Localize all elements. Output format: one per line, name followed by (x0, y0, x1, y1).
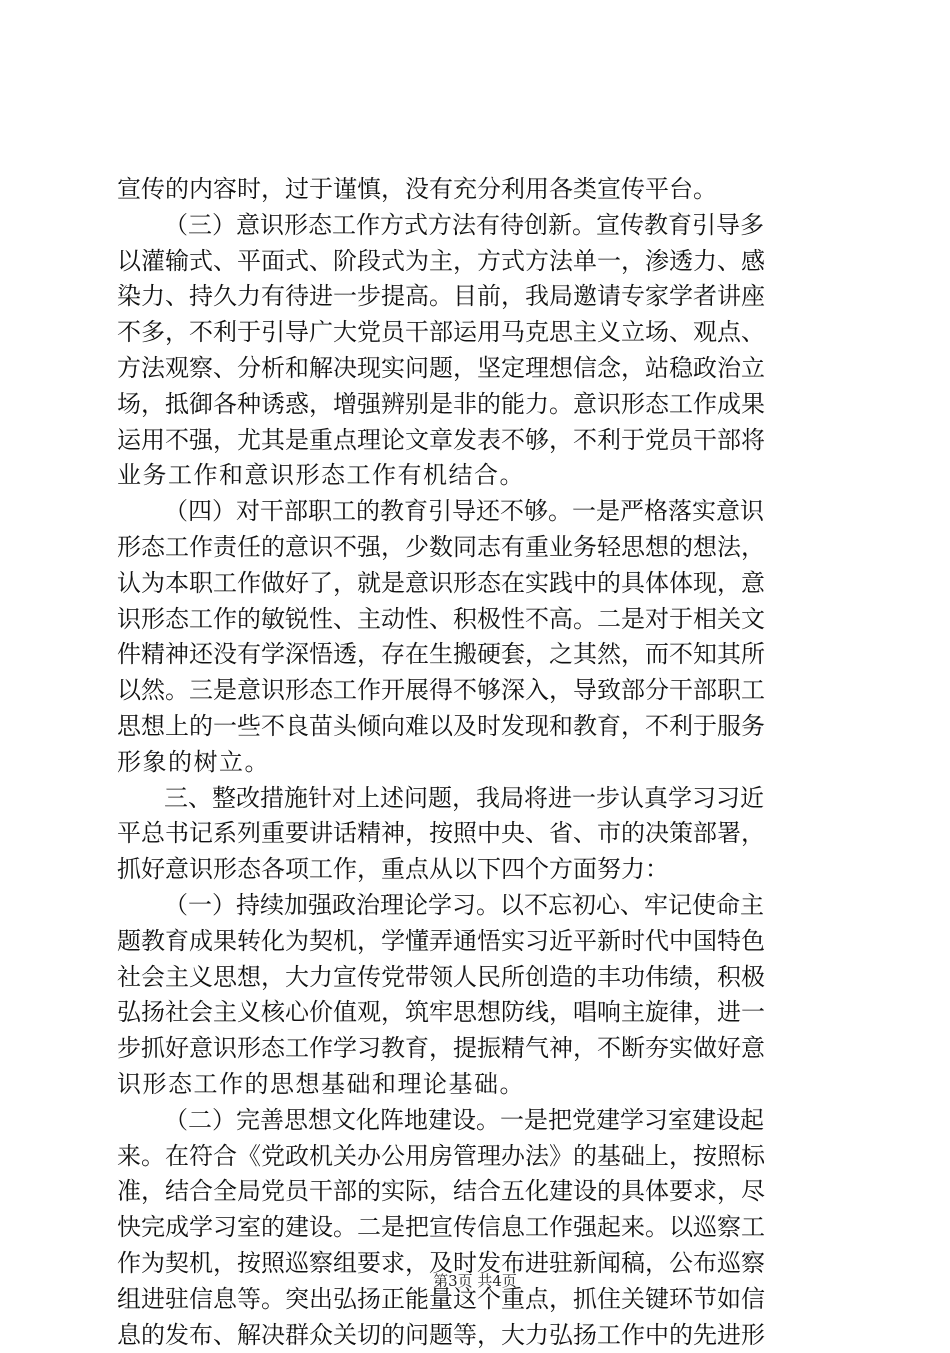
text-line: 识形态工作的敏锐性、主动性、积极性不高。二是对于相关文 (117, 602, 835, 638)
text-line: （二）完善思想文化阵地建设。一是把党建学习室建设起 (117, 1103, 835, 1139)
text-line: 运用不强，尤其是重点理论文章发表不够，不利于党员干部将 (117, 423, 835, 459)
text-line: 平总书记系列重要讲话精神，按照中央、省、市的决策部署， (117, 816, 835, 852)
text-line: （一）持续加强政治理论学习。以不忘初心、牢记使命主 (117, 888, 835, 924)
text-line: 步抓好意识形态工作学习教育，提振精气神，不断夯实做好意 (117, 1031, 835, 1067)
text-line: 不多，不利于引导广大党员干部运用马克思主义立场、观点、 (117, 315, 835, 351)
text-line: 题教育成果转化为契机，学懂弄通悟实习近平新时代中国特色 (117, 924, 835, 960)
text-line: 识形态工作的思想基础和理论基础。 (117, 1067, 835, 1103)
text-line: 宣传的内容时，过于谨慎，没有充分利用各类宣传平台。 (117, 172, 835, 208)
text-line: 息的发布、解决群众关切的问题等，大力弘扬工作中的先进形 (117, 1318, 835, 1353)
text-line: 抓好意识形态各项工作，重点从以下四个方面努力： (117, 852, 835, 888)
text-line: 染力、持久力有待进一步提高。目前，我局邀请专家学者讲座 (117, 279, 835, 315)
text-line: 组进驻信息等。突出弘扬正能量这个重点，抓住关键环节如信 (117, 1282, 835, 1318)
text-line: （三）意识形态工作方式方法有待创新。宣传教育引导多 (117, 208, 835, 244)
document-body (117, 172, 835, 1353)
text-line: 形象的树立。 (117, 745, 835, 781)
text-line: 来。在符合《党政机关办公用房管理办法》的基础上，按照标 (117, 1139, 835, 1175)
text-line: 以灌输式、平面式、阶段式为主，方式方法单一，渗透力、感 (117, 244, 835, 280)
text-line: （四）对干部职工的教育引导还不够。一是严格落实意识 (117, 494, 835, 530)
text-line: 准，结合全局党员干部的实际，结合五化建设的具体要求，尽 (117, 1174, 835, 1210)
text-line: 形态工作责任的意识不强，少数同志有重业务轻思想的想法， (117, 530, 835, 566)
text-line: 三、整改措施针对上述问题，我局将进一步认真学习习近 (117, 781, 835, 817)
text-line: 思想上的一些不良苗头倾向难以及时发现和教育，不利于服务 (117, 709, 835, 745)
page-footer: 第3页 共4页 (0, 1270, 950, 1291)
text-line: 快完成学习室的建设。二是把宣传信息工作强起来。以巡察工 (117, 1210, 835, 1246)
text-line: 方法观察、分析和解决现实问题，坚定理想信念，站稳政治立 (117, 351, 835, 387)
text-line: 件精神还没有学深悟透，存在生搬硬套，之其然，而不知其所 (117, 637, 835, 673)
text-line: 弘扬社会主义核心价值观，筑牢思想防线，唱响主旋律，进一 (117, 995, 835, 1031)
text-line: 作为契机，按照巡察组要求，及时发布进驻新闻稿，公布巡察 (117, 1246, 835, 1282)
text-line: 认为本职工作做好了，就是意识形态在实践中的具体体现，意 (117, 566, 835, 602)
text-line: 场，抵御各种诱惑，增强辨别是非的能力。意识形态工作成果 (117, 387, 835, 423)
text-line: 以然。三是意识形态工作开展得不够深入，导致部分干部职工 (117, 673, 835, 709)
text-line: 社会主义思想，大力宣传党带领人民所创造的丰功伟绩，积极 (117, 960, 835, 996)
text-line: 业务工作和意识形态工作有机结合。 (117, 458, 835, 494)
